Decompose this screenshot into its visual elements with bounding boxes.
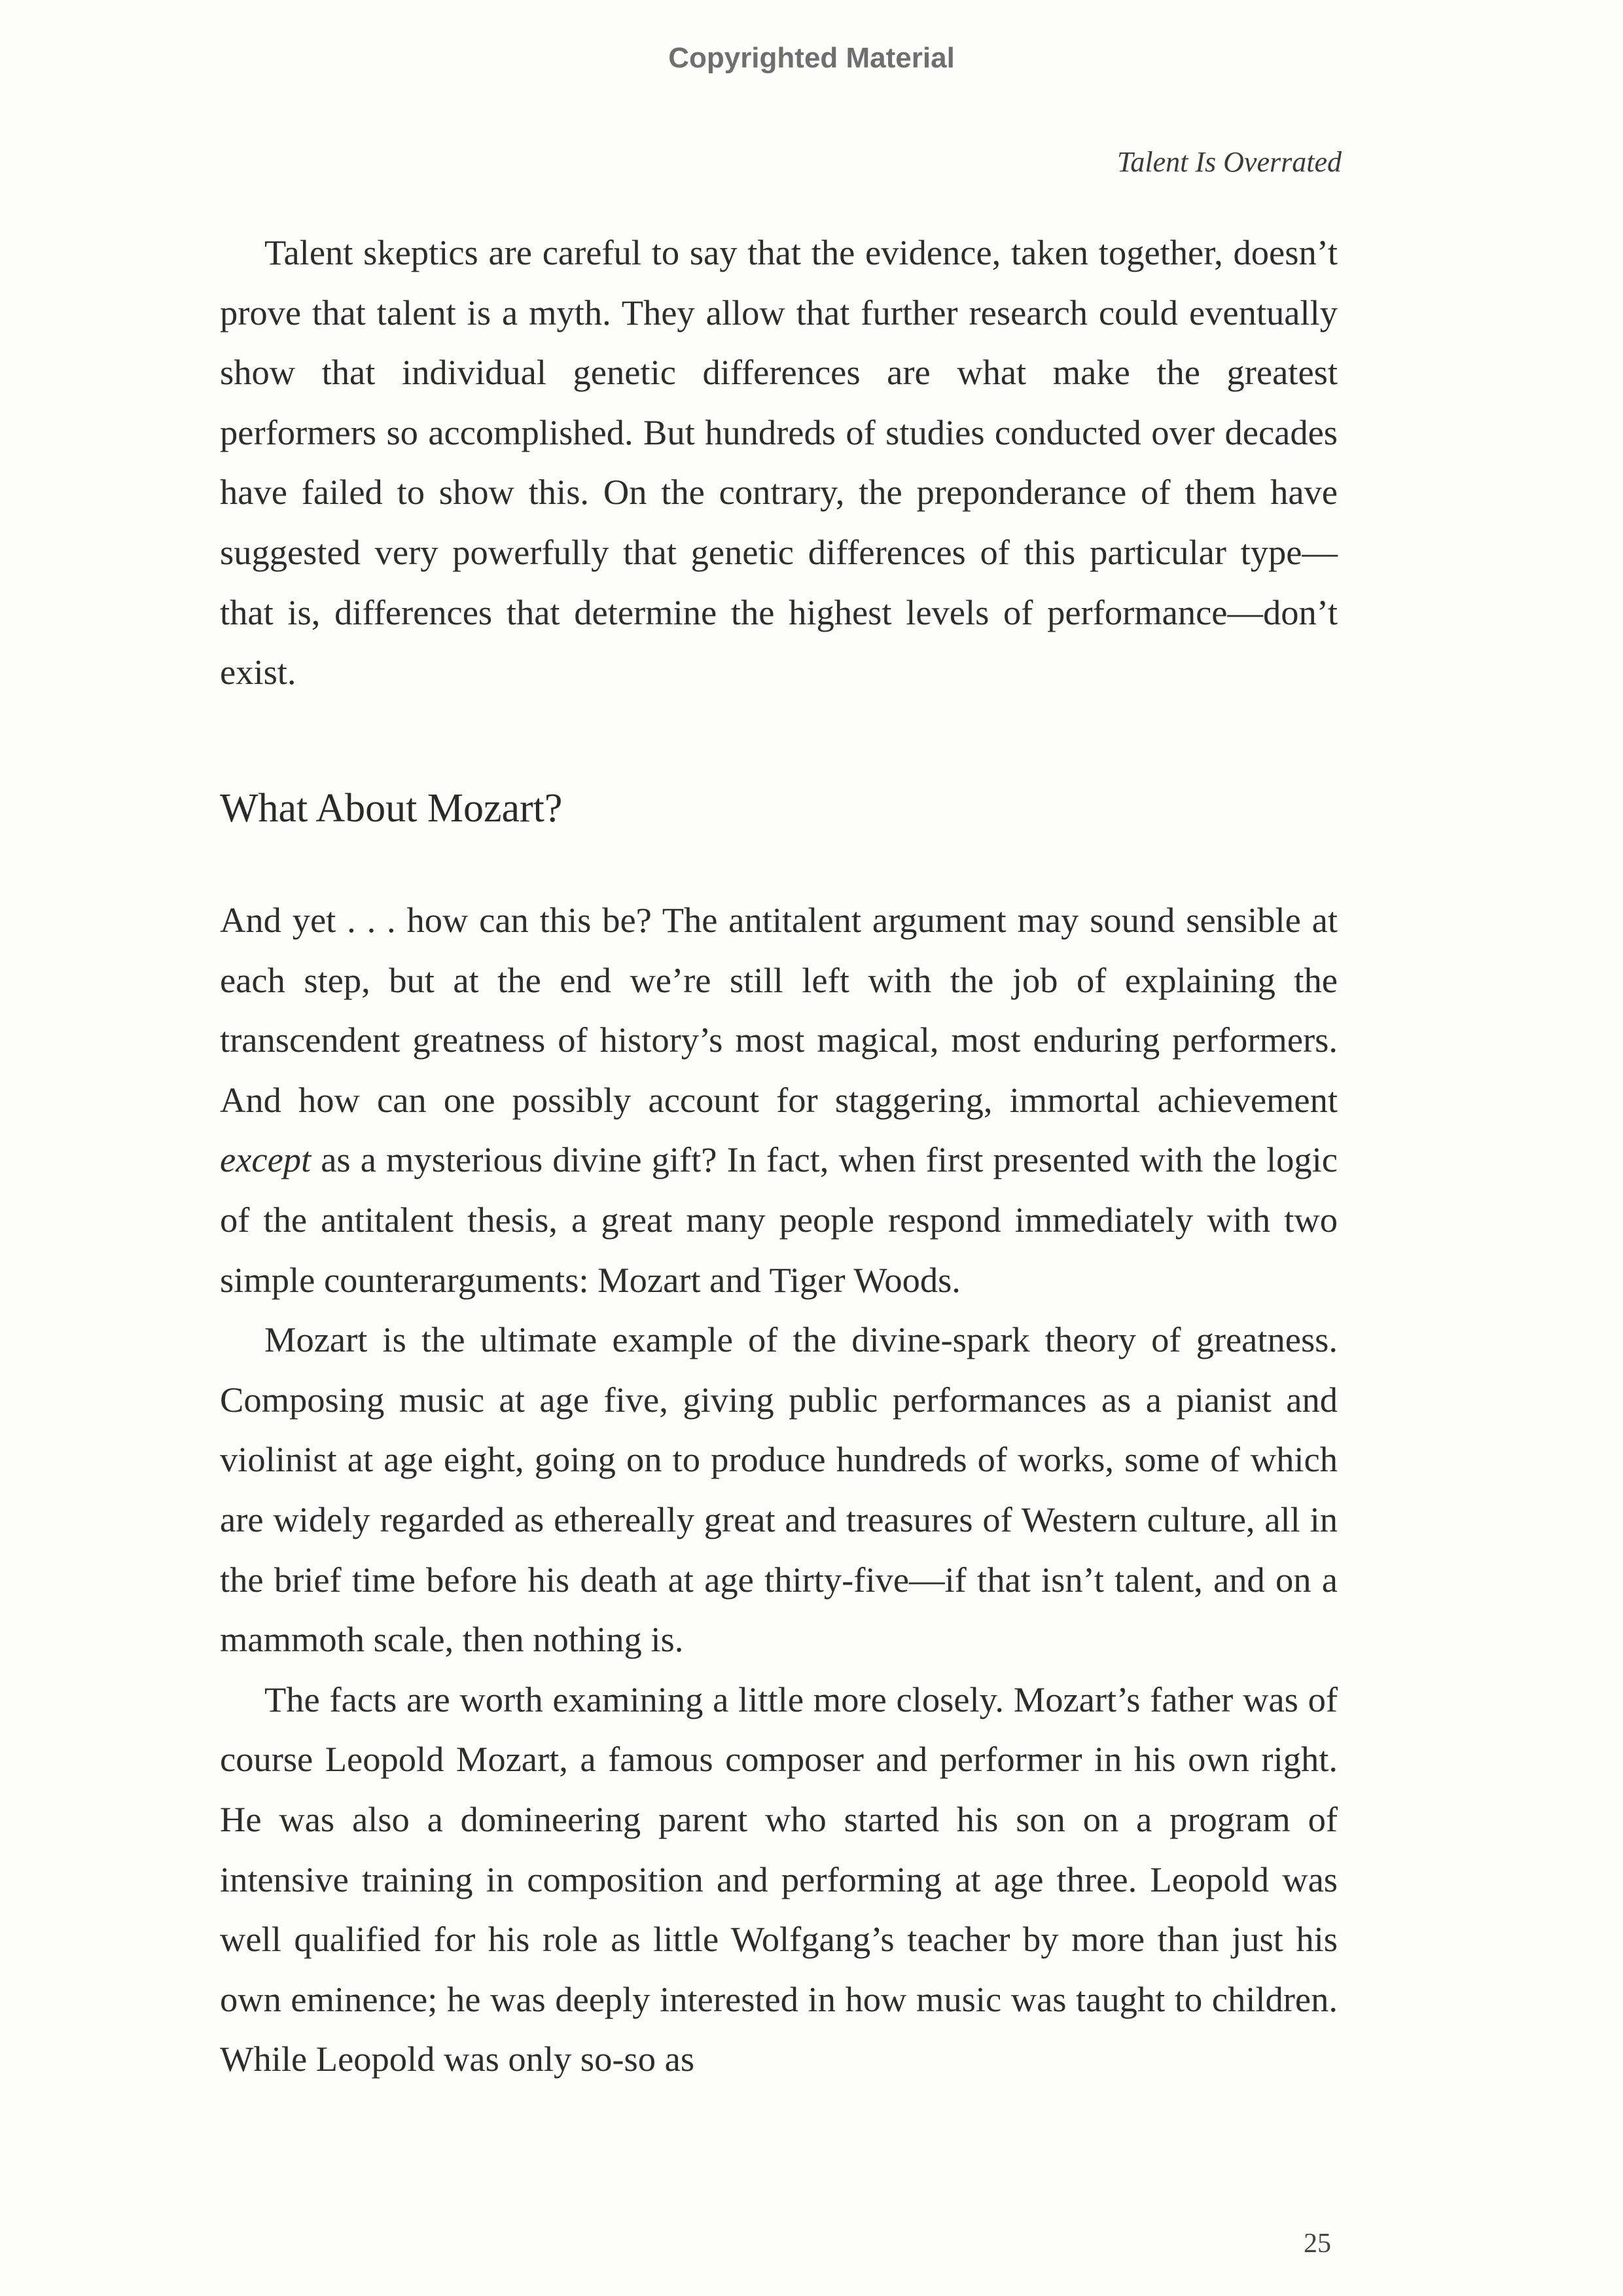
paragraph: Talent skeptics are careful to say that the evidence, taken together, doesn’t prove that talent is a myth. They allow that further research could eventually show that individual genetic differences are what make the greatest performers so accomplished. But hundreds of studies conducted over decades have failed to show this. On the contrary, the preponderance of them have suggested very powerfully that genetic differences of this particular type—that is, differences that determine the highest levels of performance—don’t exist. [220, 232, 1338, 692]
paragraph-text: And yet . . . how can this be? The antitalent argument may sound sensible at each step, but at the end we’re still left with the job of explaining the transcendent greatness of history’s most magical, most enduring performers. And how can one possibly account for staggering, immortal achievement [220, 900, 1338, 1120]
emphasis-text: except [220, 1139, 312, 1180]
paragraph: The facts are worth examining a little more closely. Mozart’s father was of course Leopold Mozart, a famous composer and performer in his own right. He was also a domineering parent who started his son on a program of intensive training in composition and performing at age three. Leopold was well qualified for his role as little Wolfgang’s teacher by more than just his own eminence; he was deeply interested in how music was taught to children. While Leopold was only so-so as [220, 1679, 1338, 2079]
paragraph-text: as a mysterious divine gift? In fact, when first presented with the logic of the antitalent thesis, a great many people respond immediately with two simple counterarguments: Mozart and Tiger Woods. [220, 1139, 1338, 1300]
running-head: Talent Is Overrated [1116, 146, 1342, 178]
copyright-notice: Copyrighted Material [668, 42, 955, 74]
section-heading: What About Mozart? [220, 786, 563, 831]
paragraph [220, 890, 1338, 1310]
page-number: 25 [1304, 2229, 1331, 2259]
paragraph: Mozart is the ultimate example of the divine-spark theory of greatness. Composing music at age five, giving public performances as a pianist and violinist at age eight, going on to produce hundreds of works, some of which are widely regarded as ethereally great and treasures of Western culture, all in the brief time before his death at age thirty-five—if that isn’t talent, and on a mammoth scale, then nothing is. [220, 1319, 1338, 1660]
body-text-section-2 [220, 890, 1338, 2089]
body-text-section-1 [220, 223, 1338, 702]
